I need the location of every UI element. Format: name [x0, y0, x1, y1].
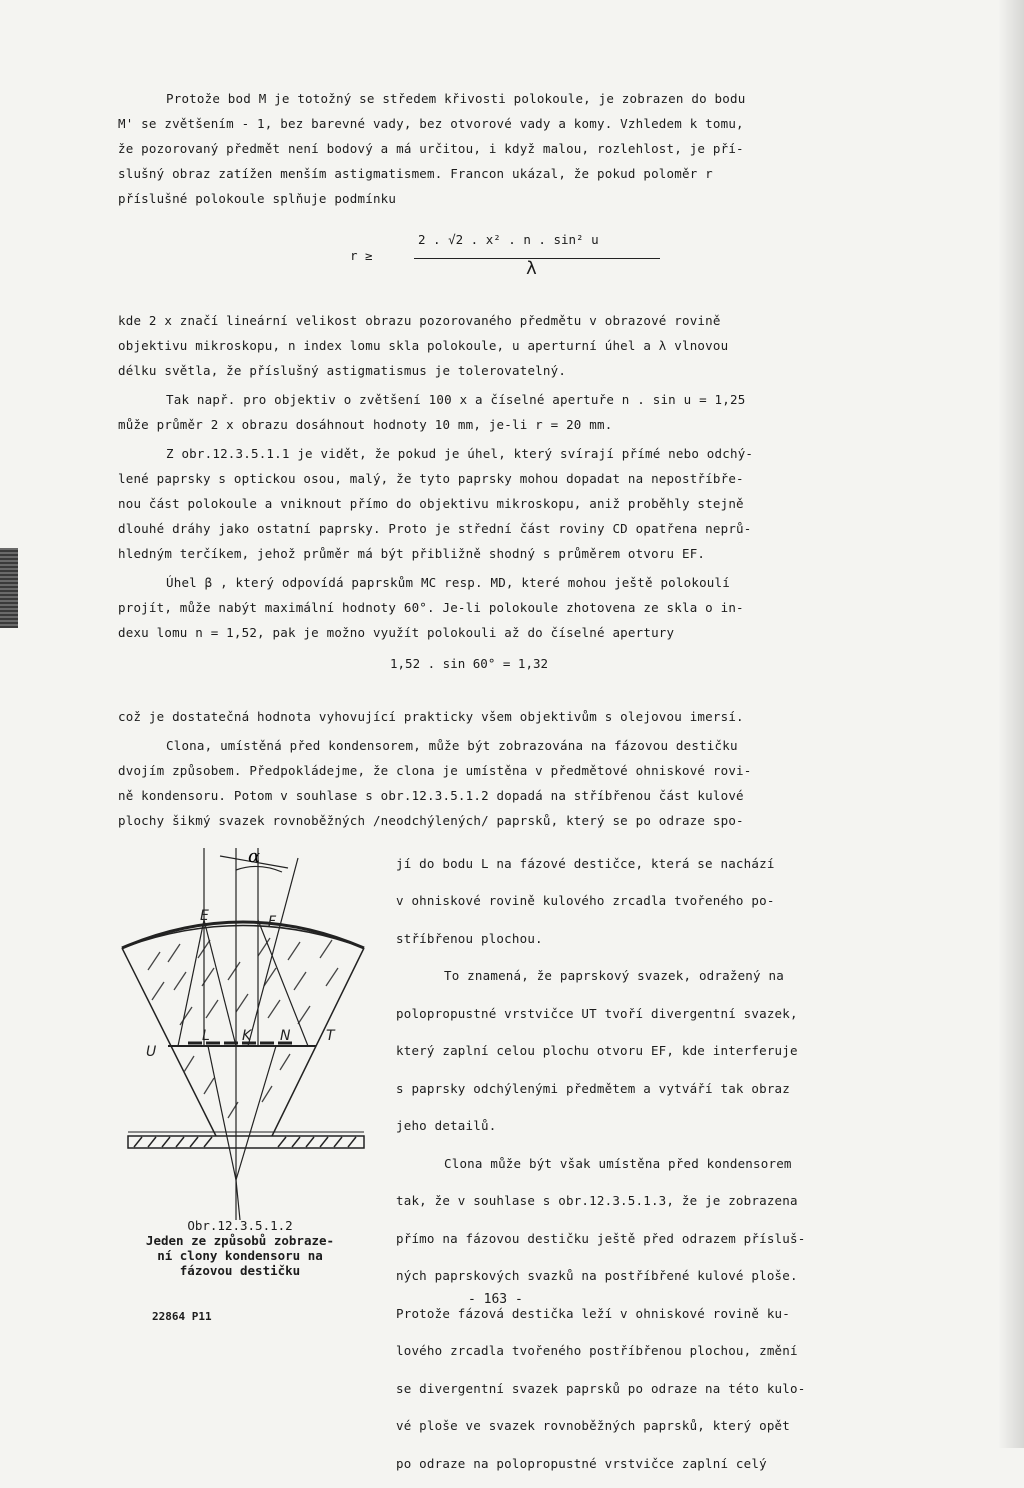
text-line: ně kondensoru. Potom v souhlase s obr.12.3.5.1.2 dopadá na stříbřenou část kulové: [118, 788, 744, 803]
formula-aperture: 1,52 . sin 60° = 1,32: [390, 656, 549, 671]
text-line: M' se zvětšením - 1, bez barevné vady, bez otvorové vady a komy. Vzhledem k tomu,: [118, 116, 744, 131]
print-code: 22864 P11: [152, 1310, 212, 1323]
optics-figure: [108, 840, 388, 1220]
text-line: přímo na fázovou destičku ještě před odrazem přísluš-: [396, 1230, 806, 1246]
label-n: N: [280, 1028, 291, 1044]
text-line: polopropustné vrstvičce UT tvoří divergentní svazek,: [396, 1005, 798, 1021]
paragraph-explanation: [118, 308, 888, 645]
text-line: To znamená, že paprskový svazek, odražený na: [444, 968, 784, 983]
text-line: Úhel β , který odpovídá paprskům MC resp. MD, které mohou ještě polokoulí: [166, 575, 730, 590]
text-line: Clona, umístěná před kondensorem, může být zobrazována na fázovou destičku: [166, 738, 738, 753]
text-line: délku světla, že příslušný astigmatismus je tolerovatelný.: [118, 363, 567, 378]
text-line: nou část polokoule a vniknout přímo do objektivu mikroskopu, aniž proběhly stejně: [118, 496, 744, 511]
text-line: Clona může být však umístěna před kondensorem: [444, 1155, 792, 1171]
caption-line: ní clony kondensoru na: [157, 1248, 323, 1263]
fraction-bar: [414, 258, 660, 259]
text-line: se divergentní svazek paprsků po odraze na této kulo-: [396, 1380, 806, 1396]
text-line: Protože bod M je totožný se středem křivosti polokoule, je zobrazen do bodu: [166, 91, 746, 106]
text-line: který zaplní celou plochu otvoru EF, kde interferuje: [396, 1043, 798, 1058]
formula-numerator: 2 . √2 . x² . n . sin² u: [418, 232, 599, 247]
page-number: - 163 -: [468, 1292, 523, 1307]
text-line: lené paprsky s optickou osou, malý, že tyto paprsky mohou dopadat na nepostříbře-: [118, 471, 744, 486]
caption-title: Obr.12.3.5.1.2: [187, 1218, 293, 1233]
binding-mark: [0, 548, 18, 628]
text-line: jeho detailů.: [396, 1118, 497, 1133]
label-e: E: [200, 908, 209, 924]
paragraph-intro: [118, 86, 888, 211]
caption-line: fázovou destičku: [179, 1263, 301, 1278]
text-line: příslušné polokoule splňuje podmínku: [118, 191, 397, 206]
figure-caption: [120, 1218, 360, 1278]
label-alpha: α: [248, 846, 261, 867]
text-line: projít, může nabýt maximální hodnoty 60°. Je-li polokoule zhotovena ze skla o in-: [118, 600, 744, 615]
text-line: vé ploše ve svazek rovnoběžných paprsků, který opět: [396, 1418, 791, 1433]
scan-edge-shadow: [998, 0, 1024, 1448]
text-line: v ohniskové rovině kulového zrcadla tvořeného po-: [396, 893, 775, 908]
text-line: plochy šikmý svazek rovnoběžných /neodchýlených/ paprsků, který se po odraze spo-: [118, 813, 744, 828]
label-f: F: [268, 914, 277, 930]
label-l: L: [202, 1028, 210, 1044]
formula-lhs: r ≥: [350, 248, 373, 263]
text-line: Protože fázová destička leží v ohniskové rovině ku-: [396, 1305, 791, 1321]
text-line: hledným terčíkem, jehož průměr má být přibližně shodný s průměrem otvoru EF.: [118, 546, 706, 561]
text-line: tak, že v souhlase s obr.12.3.5.1.3, že je zobrazena: [396, 1193, 798, 1208]
label-k: K: [242, 1028, 252, 1044]
text-line: Tak např. pro objektiv o zvětšení 100 x a číselné apertuře n . sin u = 1,25: [166, 392, 746, 407]
text-line: lového zrcadla tvořeného postříbřenou plochou, změní: [396, 1343, 798, 1358]
paragraph-right-column: [396, 838, 896, 1488]
text-line: může průměr 2 x obrazu dosáhnout hodnoty 10 mm, je-li r = 20 mm.: [118, 417, 613, 432]
text-line: dlouhé dráhy jako ostatní paprsky. Proto je střední část roviny CD opatřena neprů-: [118, 521, 752, 536]
text-line: což je dostatečná hodnota vyhovující prakticky všem objektivům s olejovou imersí.: [118, 709, 744, 724]
caption-line: Jeden ze způsobů zobraze-: [145, 1233, 335, 1248]
text-line: po odraze na polopropustné vrstvičce zaplní celý: [396, 1455, 767, 1471]
label-t: T: [326, 1028, 335, 1044]
text-line: ných paprskových svazků na postříbřené kulové ploše.: [396, 1268, 798, 1283]
formula-denominator: λ: [526, 258, 537, 279]
text-line: slušný obraz zatížen menším astigmatismem. Francon ukázal, že pokud poloměr r: [118, 166, 713, 181]
glass-hatching: [148, 938, 338, 1025]
paragraph-diaphragm: [118, 704, 888, 833]
text-line: Z obr.12.3.5.1.1 je vidět, že pokud je úhel, který svírají přímé nebo odchý-: [166, 446, 754, 461]
text-line: jí do bodu L na fázové destičce, která se nachází: [396, 855, 775, 871]
label-u: U: [146, 1044, 157, 1060]
text-line: objektivu mikroskopu, n index lomu skla polokoule, u aperturní úhel a λ vlnovou: [118, 338, 729, 353]
text-line: stříbřenou plochou.: [396, 930, 543, 946]
text-line: že pozorovaný předmět není bodový a má určitou, i když malou, rozlehlost, je pří-: [118, 141, 744, 156]
text-line: dexu lomu n = 1,52, pak je možno využít polokouli až do číselné apertury: [118, 625, 675, 640]
text-line: dvojím způsobem. Předpokládejme, že clona je umístěna v předmětové ohniskové rovi-: [118, 763, 752, 778]
text-line: s paprsky odchýlenými předmětem a vytváří tak obraz: [396, 1080, 791, 1096]
text-line: kde 2 x značí lineární velikost obrazu pozorovaného předmětu v obrazové rovině: [118, 313, 721, 328]
